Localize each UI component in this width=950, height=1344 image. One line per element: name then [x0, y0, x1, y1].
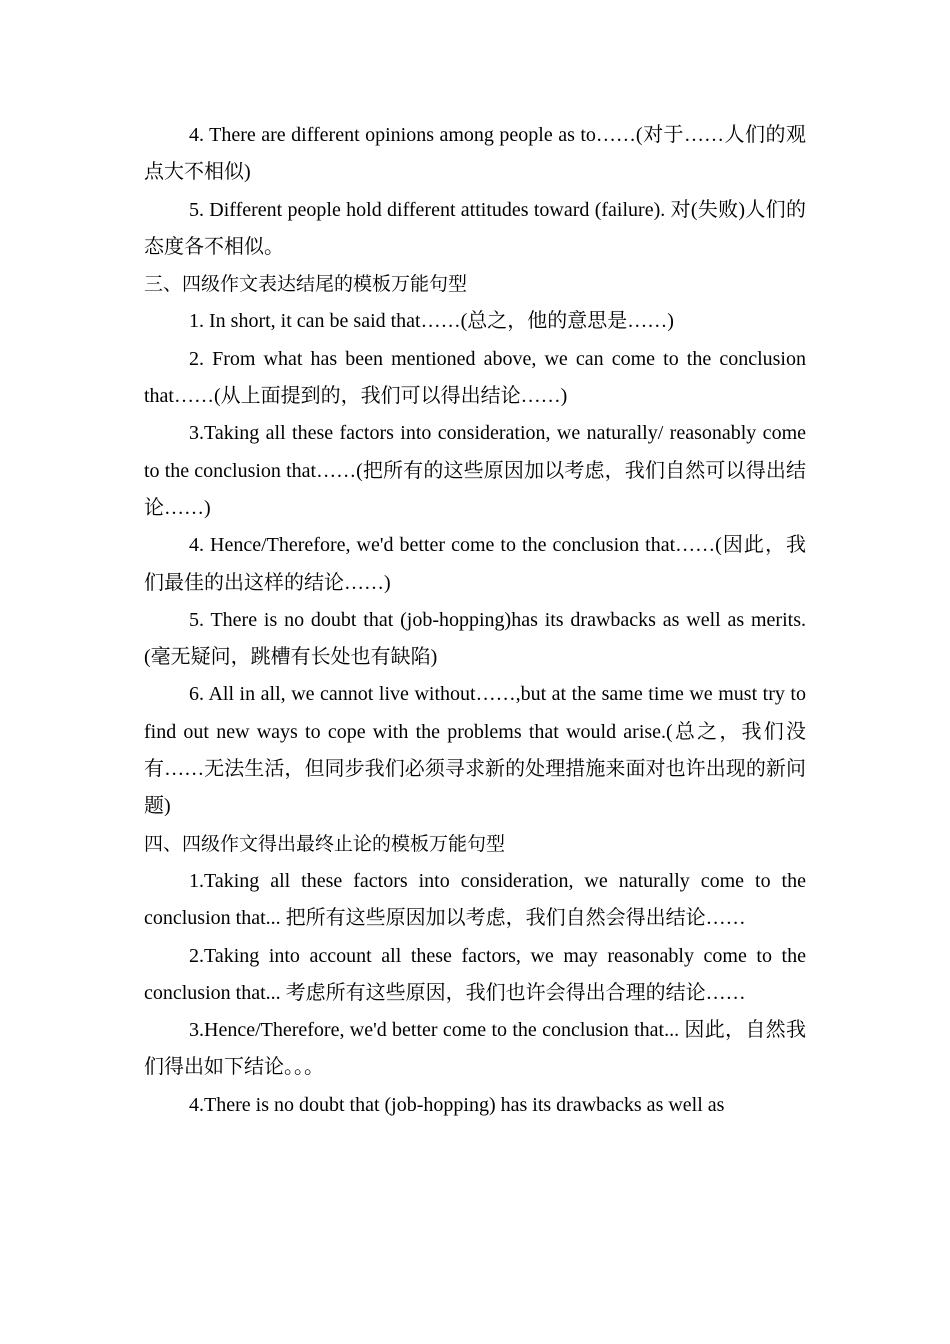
ending-pattern-2: 2. From what has been mentioned above, we can come to the conclusion that……(从上面提到的，我们可以得出结论……) — [144, 347, 806, 408]
conclusion-pattern-1: 1.Taking all these factors into consideration, we naturally come to the conclusion that... 把所有这些原因加以考虑，我们自然会得出结论…… — [144, 869, 806, 930]
paragraph-opinions: 4. There are different opinions among people as to……(对于……人们的观点大不相似) — [144, 124, 806, 184]
conclusion-pattern-4: 4.There is no doubt that (job-hopping) has its drawbacks as well as — [189, 1093, 725, 1116]
ending-pattern-3: 3.Taking all these factors into consideration, we naturally/ reasonably come to the conclusion that……(把所有的这些原因加以考虑，我们自然可以得出结论……) — [144, 422, 806, 519]
ending-pattern-4: 4. Hence/Therefore, we'd better come to the conclusion that……(因此，我们最佳的出这样的结论……) — [144, 534, 806, 594]
conclusion-pattern-2: 2.Taking into account all these factors, we may reasonably come to the conclusion that... 考虑所有这些原因，我们也许会得出合理的结论…… — [144, 944, 806, 1004]
section-heading-ending-patterns: 三、四级作文表达结尾的模板万能句型 — [144, 273, 468, 296]
conclusion-pattern-3: 3.Hence/Therefore, we'd better come to the conclusion that... 因此，自然我们得出如下结论。。。 — [144, 1019, 806, 1079]
document-page — [144, 117, 806, 1124]
section-heading-conclusion-patterns: 四、四级作文得出最终止论的模板万能句型 — [144, 832, 506, 855]
ending-pattern-5: 5. There is no doubt that (job-hopping)has its drawbacks as well as merits.(毫无疑问，跳槽有长处也有缺陷) — [144, 608, 806, 669]
ending-pattern-1: 1. In short, it can be said that……(总之，他的意思是……) — [189, 310, 674, 333]
paragraph-attitudes: 5. Different people hold different attitudes toward (failure). 对(失败)人们的态度各不相似。 — [144, 198, 806, 258]
ending-pattern-6: 6. All in all, we cannot live without……,but at the same time we must try to find out new ways to cope with the problems that would arise.(总之，我们没有……无法生活，但同步我们必须寻求新的处理措施来面对也许出现的新问题) — [144, 683, 806, 818]
